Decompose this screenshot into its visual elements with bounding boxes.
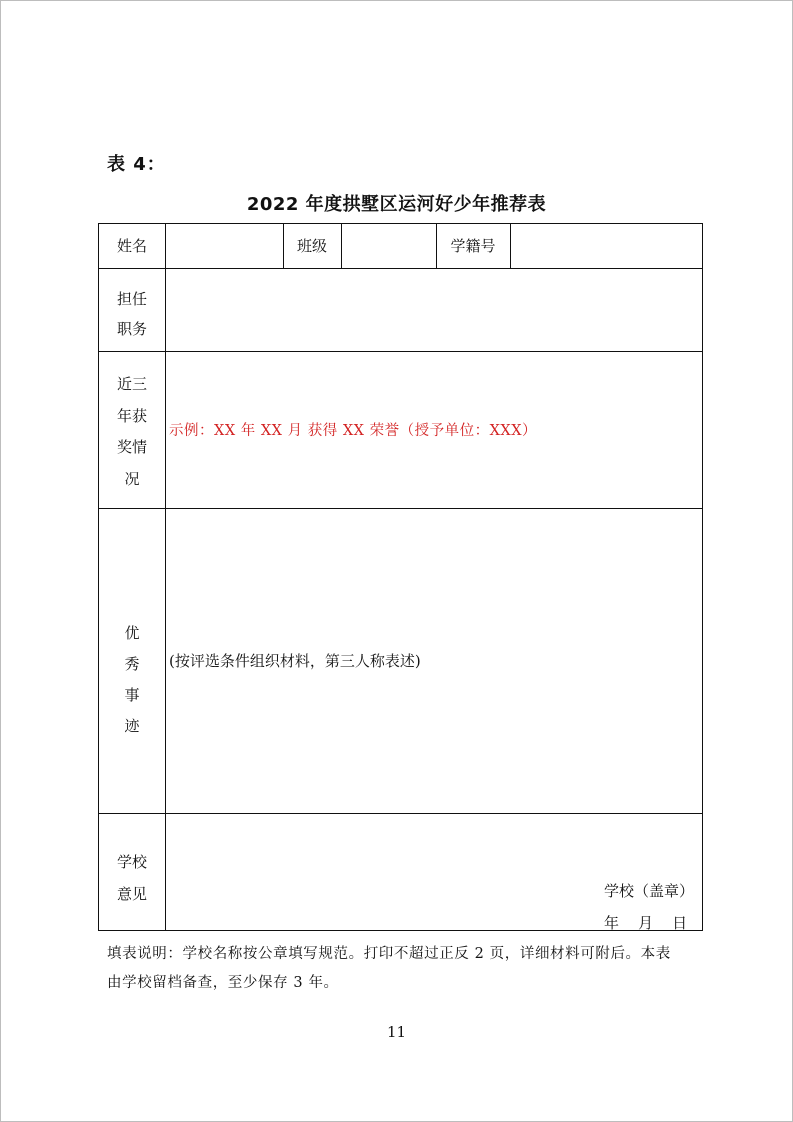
row-divider bbox=[99, 508, 702, 509]
school-opinion-label: 学校 意见 bbox=[116, 853, 147, 903]
page-number: 11 bbox=[386, 1023, 407, 1041]
cell-divider bbox=[341, 224, 342, 268]
name-label: 姓名 bbox=[116, 237, 147, 255]
cell-divider bbox=[510, 224, 511, 268]
position-label: 担任 职务 bbox=[116, 290, 147, 338]
class-label: 班级 bbox=[296, 237, 327, 255]
position-field[interactable] bbox=[169, 284, 699, 344]
school-stamp-text: 学校（盖章） bbox=[604, 882, 695, 900]
row-divider bbox=[99, 351, 702, 352]
label-column-divider bbox=[165, 224, 166, 930]
table-label: 表 4： bbox=[107, 154, 166, 175]
awards-example-text[interactable]: 示例：XX 年 XX 月 获得 XX 荣誉（授予单位：XXX） bbox=[169, 423, 538, 439]
student-id-label: 学籍号 bbox=[450, 237, 496, 255]
recommendation-form bbox=[98, 223, 703, 931]
deeds-label: 优 秀 事 迹 bbox=[124, 624, 140, 735]
awards-label: 近三 年获 奖情 况 bbox=[116, 375, 147, 488]
row-divider bbox=[99, 813, 702, 814]
fill-instructions: 填表说明：学校名称按公章填写规范。打印不超过正反 2 页，详细材料可附后。本表 由学校留档备查，至少保存 3 年。 bbox=[107, 946, 671, 991]
document-title: 2022 年度拱墅区运河好少年推荐表 bbox=[246, 194, 547, 215]
date-text: 年 月 日 bbox=[604, 914, 688, 932]
deeds-hint-text[interactable]: (按评选条件组织材料，第三人称表述) bbox=[169, 652, 421, 670]
row-divider bbox=[99, 268, 702, 269]
